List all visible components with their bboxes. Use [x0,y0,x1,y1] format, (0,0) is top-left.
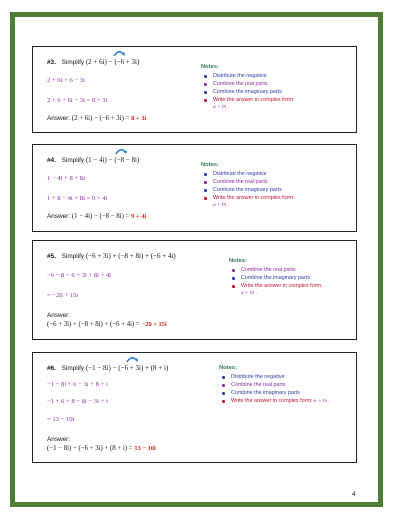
problem-3-box [32,46,357,133]
answer-label: Answer: [47,115,71,122]
note-item: Combine the real parts [229,267,353,274]
complex-form-formula: a + bi . [213,103,229,110]
notes-title: Notes: [201,64,220,70]
note-item: Combine the imaginary parts [219,390,351,397]
solution-step: −6 − 8 − 6 + 3i + 8i + 4i [47,272,112,279]
notes-panel [219,365,351,406]
notes-panel [229,258,353,298]
note-item: Combine the imaginary parts [201,89,351,96]
distribute-arrow-icon [115,147,127,155]
note-item: Write the answer in complex form: a + bi . [201,97,351,110]
solution-step: 2 + 6i + 6 − 3i [47,77,85,84]
note-item: Combine the real parts [219,382,351,389]
distribute-arrow-icon [113,49,125,57]
problem-expression: (1 − 4i) − (−8 − 8i) [85,156,140,164]
problem-number: #3. [47,59,56,66]
answer-line [47,312,167,328]
problem-instruction: Simplify [61,157,85,164]
answer-line [47,436,156,452]
answer-line [47,213,146,220]
notes-panel [201,162,351,210]
problem-3-title [47,58,139,66]
problem-expression: (−6 + 3i) + (−8 + 8i) + (−6 + 4i) [85,252,176,260]
notes-title: Notes: [219,365,238,371]
note-item: Write the answer in complex form: a + bi . [219,398,351,405]
answer-result: 13 − 10i [134,445,156,452]
answer-result: 8 + 3i [131,115,147,122]
solution-step: 2 + 6 + 6i − 3i = 8 + 3i [47,97,108,104]
problem-number: #5. [47,253,56,260]
complex-form-formula: a + bi . [213,201,229,208]
page-number: 4 [352,491,356,498]
solution-step: 1 − 4i + 8 + 8i [47,175,85,182]
solution-step: = 13 − 10i [47,416,75,423]
answer-label: Answer: [47,312,71,319]
note-item: Combine the imaginary parts [201,187,351,194]
notes-panel [201,64,351,112]
solution-step: 1 + 8 − 4i + 8i = 9 + 4i [47,195,108,202]
complex-form-formula: a + bi . [313,398,330,405]
note-item: Distribute the negative [201,171,351,178]
problem-5-title [47,252,176,260]
note-item: Distribute the negative [219,374,351,381]
note-item: Distribute the negative [201,73,351,80]
solution-step: −1 + 6 + 8 − 8i − 3i + i [47,398,108,405]
problem-number: #6. [47,365,56,372]
solution-step: = −20 + 15i [47,292,79,299]
answer-expression: (1 − 4i) − (−8 − 8i) = [71,213,130,220]
problem-6-box [32,352,357,463]
answer-expression: (−1 − 8i) − (−6 + 3i) + (8 + i) = [47,445,133,452]
problem-5-box [32,240,357,340]
note-item: Combine the real parts [201,179,351,186]
complex-form-formula: a + bi . [241,289,257,296]
problem-instruction: Simplify [61,59,85,66]
note-item: Write the answer in complex form: a + bi . [201,195,351,208]
answer-expression: (−6 + 3i) + (−8 + 8i) + (−6 + 4i) = [47,321,140,328]
note-item: Combine the real parts [201,81,351,88]
solution-step: −1 − 8i + 6 − 3i + 8 + i [47,381,108,388]
answer-label: Answer: [47,436,71,443]
note-item: Combine the imaginary parts [229,275,353,282]
problem-expression: (−1 − 8i) − (−6 + 3i) + (8 + i) [85,364,169,372]
problem-4-title [47,156,139,164]
distribute-arrow-icon [126,355,138,363]
answer-expression: (2 + 6i) − (−6 + 3i) = [71,115,130,122]
answer-label: Answer: [47,213,71,220]
answer-result: 9 + 4i [131,213,147,220]
answer-line [47,115,146,122]
problem-instruction: Simplify [61,253,85,260]
notes-title: Notes: [229,258,248,264]
problem-number: #4. [47,157,56,164]
problem-6-title [47,364,168,372]
problem-instruction: Simplify [61,365,85,372]
problem-4-box [32,144,357,232]
answer-result: −20 + 15i [141,321,167,328]
note-item: Write the answer in complex form: a + bi . [229,283,353,296]
problem-expression: (2 + 6i) − (−6 + 3i) [85,58,140,66]
notes-title: Notes: [201,162,220,168]
